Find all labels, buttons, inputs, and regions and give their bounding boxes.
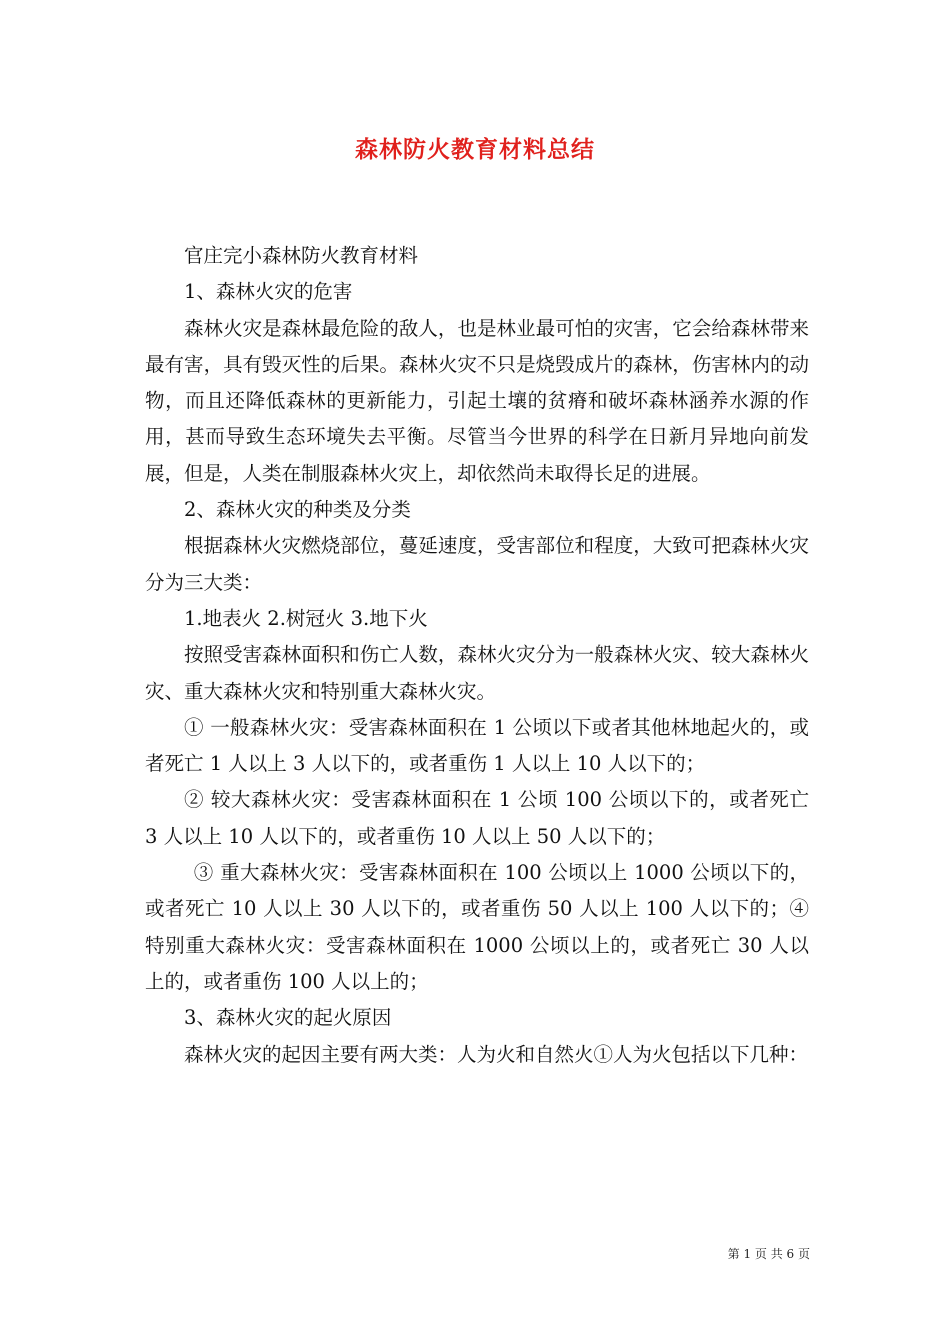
paragraph-subtitle: 官庄完小森林防火教育材料 [184, 244, 419, 267]
paragraph-classification: 按照受害森林面积和伤亡人数，森林火灾分为一般森林火灾、较大森林火灾、重大森林火灾和特别重大森林火灾。 [145, 643, 809, 703]
paragraph-class-major: ③ 重大森林火灾：受害森林面积在 100 公顷以上 1000 公顷以下的，或者死亡 10 人以上 30 人以下的，或者重伤 50 人以上 100 人以下的；④特别重大森林火灾：受害森林面积在 1000 公顷以上的，或者死亡 30 人以上的，或者重伤 100 人以上的； [145, 861, 809, 993]
paragraph-types-list: 1.地表火 2.树冠火 3.地下火 [184, 606, 428, 630]
document-body [145, 238, 809, 1073]
paragraph-class-larger: ② 较大森林火灾：受害森林面积在 1 公顷 100 公顷以下的，或者死亡 3 人以上 10 人以下的，或者重伤 10 人以上 50 人以下的； [145, 788, 809, 848]
page-title: 森林防火教育材料总结 [355, 136, 595, 163]
section-heading-causes: 3、森林火灾的起火原因 [184, 1006, 392, 1030]
page-number: 第 1 页 共 6 页 [727, 1247, 810, 1261]
paragraph-causes: 森林火灾的起因主要有两大类：人为火和自然火①人为火包括以下几种： [184, 1042, 809, 1066]
paragraph-class-general: ① 一般森林火灾：受害森林面积在 1 公顷以下或者其他林地起火的，或者死亡 1 人以上 3 人以下的，或者重伤 1 人以上 10 人以下的； [145, 715, 809, 776]
section-heading-hazards: 1、森林火灾的危害 [184, 280, 353, 304]
paragraph-hazards: 森林火灾是森林最危险的敌人，也是林业最可怕的灾害，它会给森林带来最有害，具有毁灭性的后果。森林火灾不只是烧毁成片的森林，伤害林内的动物，而且还降低森林的更新能力，引起土壤的贫瘠和破坏森林涵养水源的作用，甚而导致生态环境失去平衡。尽管当今世界的科学在日新月异地向前发展，但是，人类在制服森林火灾上，却依然尚未取得长足的进展。 [145, 316, 809, 485]
section-heading-types: 2、森林火灾的种类及分类 [184, 498, 411, 522]
paragraph-types-intro: 根据森林火灾燃烧部位，蔓延速度，受害部位和程度，大致可把森林火灾分为三大类： [145, 534, 809, 594]
